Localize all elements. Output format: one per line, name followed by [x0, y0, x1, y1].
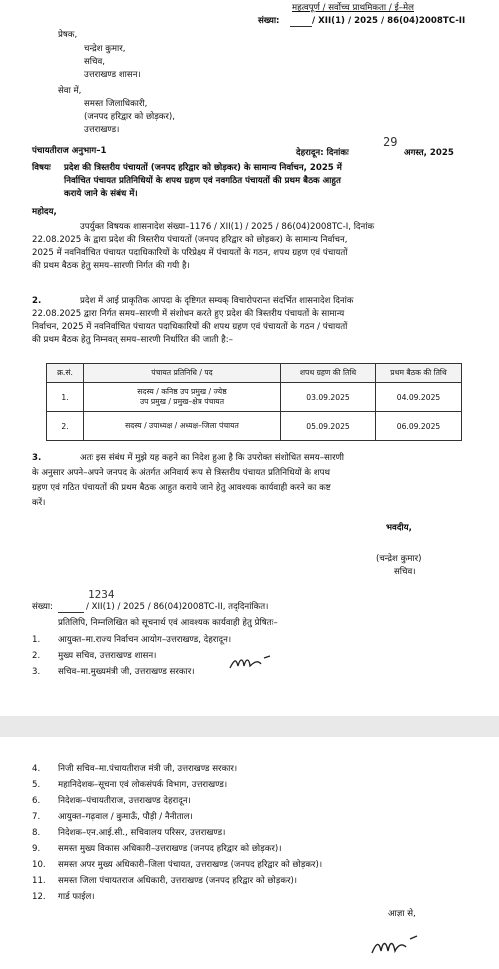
copy-item-number: 11. — [32, 876, 46, 886]
copy-item-text: गार्ड फाईल। — [58, 892, 95, 902]
copy-item-text: सचिव–मा.मुख्यमंत्री जी, उत्तराखण्ड सरकार। — [58, 667, 195, 677]
copy-item-text: निदेशक–पंचायतीराज, उत्तराखण्ड देहरादून। — [58, 796, 191, 806]
subject-line: प्रदेश की त्रिस्तरीय पंचायतों (जनपद हरिद्वार को छोड़कर) के सामान्य निर्वाचन, 2025 में — [64, 163, 342, 173]
sender-label: प्रेषक, — [58, 30, 78, 40]
copy-number-handwritten: 1234 — [88, 588, 115, 601]
cell-post-line: सदस्य / कनिष्ठ उप प्रमुख / ज्येष्ठ — [137, 387, 227, 396]
copy-item-number: 6. — [32, 796, 41, 806]
copy-intro: प्रतिलिपि, निम्नलिखित को सूचनार्थ एवं आवश्यक कार्यवाही हेतु प्रेषितः– — [58, 618, 278, 628]
initials-signature — [370, 933, 420, 957]
date-rest: अगस्त, 2025 — [404, 148, 454, 158]
initials-signature — [228, 652, 274, 672]
date-day-handwritten: 29 — [383, 135, 398, 149]
priority-line: महत्वपूर्ण / सर्वोच्च प्राथमिकता / ई–मेल — [292, 3, 414, 13]
closing-yours: भवदीय, — [386, 523, 412, 533]
signatory-designation: सचिव। — [394, 567, 416, 577]
copy-number-blank-line — [58, 612, 84, 613]
table-row — [47, 412, 462, 441]
subject-label: विषयः — [32, 163, 51, 173]
cell-post-line: सदस्य / उपाध्यक्ष / अध्यक्ष–जिला पंचायत — [125, 421, 239, 430]
copy-item-number: 2. — [32, 651, 41, 661]
para3-line: अतः इस संबंध में मुझे यह कहने का निदेश हुआ है कि उपरोक्त संशोधित समय–सारणी — [80, 453, 345, 463]
sender-office: उत्तराखण्ड शासन। — [84, 70, 141, 80]
cell-meeting-date: 04.09.2025 — [376, 383, 462, 412]
para2-number: 2. — [32, 296, 42, 306]
copy-number-value: / XII(1) / 2025 / 86(04)2008TC-II, तद्‌दिनांकित। — [86, 602, 269, 612]
para1-line: की प्रथम बैठक हेतु समय–सारणी निर्गत की गयी है। — [32, 261, 190, 271]
para3-number: 3. — [32, 453, 42, 463]
col-header-oath: शपथ ग्रहण की तिथि — [281, 364, 376, 383]
copy-item-number: 3. — [32, 667, 41, 677]
copy-item-text: समस्त मुख्य विकास अधिकारी–उत्तराखण्ड (जनपद हरिद्वार को छोड़कर)। — [58, 844, 282, 854]
copy-item-text: निदेशक–एन.आई.सी., सचिवालय परिसर, उत्तराखण्ड। — [58, 828, 226, 838]
cell-post — [84, 383, 281, 412]
para2-line: प्रदेश में आई प्राकृतिक आपदा के दृष्टिगत सम्यक् विचारोपरान्त संदर्भित शासनादेश दिनांक — [80, 296, 354, 306]
cell-oath-date: 03.09.2025 — [281, 383, 376, 412]
para2-line: 22.08.2025 द्वारा निर्गत समय–सारणी में संशोधन करते हुए प्रदेश की त्रिस्तरीय पंचायतों के सामान्य — [32, 309, 345, 319]
copy-item-number: 1. — [32, 635, 41, 645]
sender-designation: सचिव, — [84, 57, 106, 67]
para3-line: ग्रहण एवं गठित पंचायतों की प्रथम बैठक आहुत कराये जाने हेतु आवश्यक कार्यवाही करने का कष्ट — [32, 483, 331, 493]
copy-item-number: 9. — [32, 844, 41, 854]
copy-item-text: निजी सचिव–मा.पंचायतीराज मंत्री जी, उत्तराखण्ड सरकार। — [58, 764, 238, 774]
cell-sn: 1. — [47, 383, 84, 412]
recipient-label: सेवा में, — [58, 86, 82, 96]
letter-number-label: संख्या: — [258, 16, 280, 26]
cell-oath-date: 05.09.2025 — [281, 412, 376, 441]
copy-item-text: समस्त अपर मुख्य अधिकारी–जिला पंचायत, उत्तराखण्ड (जनपद हरिद्वार को छोड़कर)। — [58, 860, 323, 870]
para1-line: उपर्युक्त विषयक शासनादेश संख्या–1176 / XII(1) / 2025 / 86(04)2008TC-I, दिनांक — [80, 222, 375, 232]
copy-item-number: 5. — [32, 780, 41, 790]
sender-name: चन्द्रेश कुमार, — [84, 44, 126, 54]
copy-item-text: आयुक्त–गढ़वाल / कुमाऊँ, पौड़ी / नैनीताल। — [58, 812, 193, 822]
section-name: पंचायतीराज अनुभाग–1 — [32, 146, 107, 156]
recipient-line3: उत्तराखण्ड। — [84, 125, 120, 135]
number-blank-line — [290, 26, 312, 27]
cell-post-line: उप प्रमुख / प्रमुख–क्षेत्र पंचायत — [139, 397, 225, 406]
para3-line: के अनुसार अपने–अपने जनपद के अंतर्गत अनिवार्य रूप से त्रिस्तरीय पंचायत प्रतिनिधियों के शपथ — [32, 468, 330, 478]
signatory-name: (चन्द्रेश कुमार) — [376, 554, 422, 564]
subject-line: निर्वाचित पंचायत प्रतिनिधियों के शपथ ग्रहण एवं नवगठित पंचायतों की प्रथम बैठक आहुत — [64, 176, 341, 186]
cell-post — [84, 412, 281, 441]
copy-item-text: मुख्य सचिव, उत्तराखण्ड शासन। — [58, 651, 157, 661]
cell-sn: 2. — [47, 412, 84, 441]
cell-meeting-date: 06.09.2025 — [376, 412, 462, 441]
letter-page-2 — [0, 737, 499, 969]
salutation: महोदय, — [32, 207, 57, 217]
para2-line: की प्रथम बैठक हेतु निम्नवत् समय–सारणी निर्धारित की जाती है:– — [32, 335, 233, 345]
copy-item-number: 12. — [32, 892, 46, 902]
para1-line: 2025 में नवनिर्वाचित पंचायत पदाधिकारियों के परिप्रेक्ष्य में पंचायतों के गठन, शपथ ग्रहण एवं पंचायतों — [32, 248, 348, 258]
copy-item-text: समस्त जिला पंचायतराज अधिकारी, उत्तराखण्ड (जनपद हरिद्वार को छोड़कर)। — [58, 876, 298, 886]
recipient-line2: (जनपद हरिद्वार को छोड़कर), — [84, 112, 175, 122]
copy-item-number: 4. — [32, 764, 41, 774]
copy-item-number: 10. — [32, 860, 46, 870]
col-header-sn: क्र.सं. — [47, 364, 84, 383]
letter-number-value: / XII(1) / 2025 / 86(04)2008TC-II — [312, 16, 466, 26]
schedule-table — [46, 363, 462, 441]
col-header-meeting: प्रथम बैठक की तिथि — [376, 364, 462, 383]
subject-line: कराये जाने के संबंध में। — [64, 189, 138, 199]
para2-line: निर्वाचन, 2025 में नवनिर्वाचित पंचायत पदाधिकारियों की शपथ ग्रहण एवं पंचायतों के गठन / पंचायतों — [32, 322, 348, 332]
col-header-post: पंचायत प्रतिनिधि / पद — [84, 364, 281, 383]
copy-item-text: आयुक्त–मा.राज्य निर्वाचन आयोग–उत्तराखण्ड, देहरादून। — [58, 635, 232, 645]
schedule-header-row — [47, 364, 462, 383]
date-prefix: देहरादून: दिनांकः — [296, 148, 349, 158]
copy-number-label: संख्या: — [32, 602, 53, 612]
para1-line: 22.08.2025 के द्वारा प्रदेश की त्रिस्तरीय पंचायतों (जनपद हरिद्वार को छोड़कर) के सामान्य निर्वाचन, — [32, 235, 348, 245]
order-closing: आज्ञा से, — [388, 909, 416, 919]
copy-item-number: 8. — [32, 828, 41, 838]
copy-item-number: 7. — [32, 812, 41, 822]
copy-item-text: महानिदेशक–सूचना एवं लोकसंपर्क विभाग, उत्तराखण्ड। — [58, 780, 228, 790]
para3-line: करें। — [32, 498, 46, 508]
recipient-line1: समस्त जिलाधिकारी, — [84, 99, 148, 109]
table-row — [47, 383, 462, 412]
